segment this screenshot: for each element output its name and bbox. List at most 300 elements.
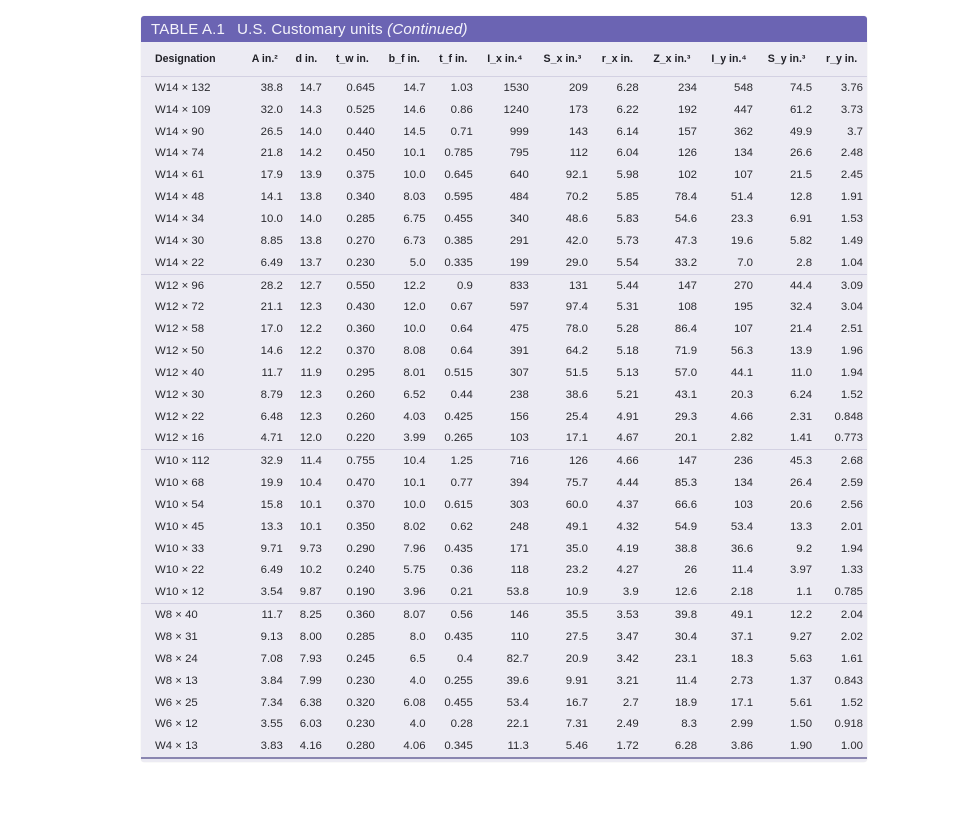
value-cell: 12.3 — [299, 301, 322, 314]
value-cell: 49.9 — [789, 125, 813, 138]
table-row — [141, 494, 867, 516]
table-row — [141, 208, 867, 230]
value-cell: 86.4 — [674, 323, 698, 336]
column-header: b_f in. — [379, 42, 430, 77]
value-cell: 21.8 — [260, 147, 283, 160]
value-cell: 13.9 — [789, 345, 813, 358]
table-row — [141, 77, 867, 99]
table-row — [141, 428, 867, 450]
value-cell: 0.350 — [346, 520, 375, 533]
value-cell: 112 — [569, 147, 588, 160]
designation-cell: W14 × 22 — [141, 252, 243, 274]
value-cell: 1.53 — [840, 212, 863, 225]
value-cell: 1.37 — [789, 674, 813, 687]
value-cell: 7.99 — [299, 674, 322, 687]
value-cell: 10.1 — [299, 498, 322, 511]
value-cell: 0.340 — [346, 191, 375, 204]
value-cell: 107 — [734, 169, 754, 182]
column-header: Z_x in.³ — [643, 42, 701, 77]
value-cell: 4.37 — [616, 498, 639, 511]
value-cell: 9.2 — [796, 542, 813, 555]
value-cell: 6.22 — [616, 103, 639, 116]
value-cell: 11.9 — [300, 366, 322, 379]
value-cell: 3.83 — [243, 735, 287, 758]
value-cell: 0.220 — [326, 428, 379, 450]
designation-cell: W10 × 22 — [155, 564, 205, 577]
value-cell: 53.4 — [506, 696, 529, 709]
value-cell: 0.455 — [444, 212, 473, 225]
value-cell: 362 — [734, 125, 754, 138]
value-cell: 1.52 — [840, 388, 863, 401]
value-cell: 12.7 — [299, 279, 322, 292]
value-cell: 0.785 — [816, 581, 867, 603]
value-cell: 29.0 — [533, 252, 592, 274]
value-cell: 391 — [509, 345, 529, 358]
column-header: Designation — [141, 42, 243, 77]
value-cell: 14.6 — [260, 345, 283, 358]
value-cell: 0.455 — [444, 696, 473, 709]
value-cell: 11.7 — [261, 609, 283, 622]
value-cell: 3.47 — [616, 631, 639, 644]
table-row — [141, 318, 867, 340]
value-cell: 156 — [509, 410, 529, 423]
value-cell: 49.1 — [565, 520, 588, 533]
table-row — [141, 560, 867, 582]
designation-cell: W10 × 33 — [155, 542, 205, 555]
value-cell: 3.86 — [701, 735, 757, 758]
table-row — [141, 121, 867, 143]
value-cell: 1.41 — [757, 428, 816, 450]
value-cell: 340 — [509, 212, 529, 225]
value-cell: 3.9 — [592, 581, 643, 603]
value-cell: 78.0 — [565, 323, 588, 336]
value-cell: 307 — [509, 366, 529, 379]
value-cell: 0.645 — [444, 169, 473, 182]
value-cell: 0.425 — [444, 410, 473, 423]
value-cell: 32.4 — [789, 301, 813, 314]
value-cell: 0.430 — [346, 301, 375, 314]
value-cell: 236 — [734, 455, 754, 468]
value-cell: 19.6 — [730, 234, 754, 247]
table-row — [141, 713, 867, 735]
value-cell: 39.6 — [506, 674, 529, 687]
value-cell: 1.52 — [840, 696, 863, 709]
designation-cell: W10 × 112 — [155, 455, 210, 468]
header-row — [141, 42, 867, 77]
value-cell: 716 — [509, 455, 529, 468]
value-cell: 4.67 — [592, 428, 643, 450]
value-cell: 6.5 — [409, 652, 426, 665]
value-cell: 0.290 — [346, 542, 375, 555]
value-cell: 5.85 — [616, 191, 639, 204]
designation-cell: W8 × 13 — [155, 674, 198, 687]
designation-cell: W14 × 34 — [155, 212, 205, 225]
table-title-text: U.S. Customary units — [237, 20, 383, 38]
value-cell: 21.4 — [789, 323, 813, 336]
value-cell: 14.0 — [299, 125, 322, 138]
value-cell: 11.4 — [731, 564, 754, 577]
value-cell: 1530 — [503, 81, 529, 94]
value-cell: 0.190 — [326, 581, 379, 603]
value-cell: 5.61 — [789, 696, 813, 709]
value-cell: 6.73 — [403, 234, 426, 247]
value-cell: 4.27 — [616, 564, 639, 577]
value-cell: 0.285 — [346, 212, 375, 225]
value-cell: 26.4 — [789, 477, 813, 490]
value-cell: 36.6 — [730, 542, 754, 555]
column-header: t_w in. — [326, 42, 379, 77]
table-row — [141, 538, 867, 560]
value-cell: 248 — [509, 520, 529, 533]
table-row — [141, 384, 867, 406]
value-cell: 5.63 — [789, 652, 813, 665]
value-cell: 51.4 — [730, 191, 754, 204]
value-cell: 10.4 — [299, 477, 322, 490]
value-cell: 8.85 — [260, 234, 283, 247]
value-cell: 12.2 — [299, 345, 322, 358]
value-cell: 4.0 — [409, 674, 426, 687]
value-cell: 30.4 — [674, 631, 698, 644]
value-cell: 0.848 — [834, 410, 863, 423]
value-cell: 8.08 — [403, 345, 426, 358]
designation-cell: W10 × 54 — [155, 498, 205, 511]
value-cell: 0.240 — [346, 564, 375, 577]
value-cell: 13.8 — [299, 234, 322, 247]
table-row — [141, 296, 867, 318]
value-cell: 75.7 — [565, 477, 588, 490]
value-cell: 2.59 — [840, 477, 863, 490]
designation-cell: W12 × 72 — [155, 301, 205, 314]
value-cell: 4.19 — [616, 542, 639, 555]
value-cell: 8.3 — [681, 718, 698, 731]
value-cell: 25.4 — [565, 410, 588, 423]
value-cell: 12.3 — [299, 410, 322, 423]
value-cell: 51.5 — [565, 366, 588, 379]
value-cell: 2.48 — [840, 147, 863, 160]
value-cell: 92.1 — [565, 169, 588, 182]
value-cell: 199 — [477, 252, 533, 274]
value-cell: 3.09 — [840, 279, 863, 292]
value-cell: 74.5 — [789, 81, 813, 94]
value-cell: 0.285 — [346, 631, 375, 644]
value-cell: 23.2 — [565, 564, 588, 577]
value-cell: 0.230 — [346, 674, 375, 687]
value-cell: 13.7 — [287, 252, 326, 274]
value-cell: 53.4 — [730, 520, 754, 533]
value-cell: 8.00 — [299, 631, 322, 644]
value-cell: 8.02 — [403, 520, 426, 533]
column-header: A in.² — [243, 42, 287, 77]
value-cell: 303 — [509, 498, 529, 511]
value-cell: 3.96 — [379, 581, 430, 603]
value-cell: 0.450 — [346, 147, 375, 160]
value-cell: 6.91 — [789, 212, 813, 225]
value-cell: 18.9 — [674, 696, 698, 709]
value-cell: 21.1 — [260, 301, 283, 314]
value-cell: 234 — [678, 81, 698, 94]
value-cell: 60.0 — [565, 498, 588, 511]
value-cell: 195 — [734, 301, 754, 314]
value-cell: 35.5 — [565, 609, 588, 622]
value-cell: 14.2 — [299, 147, 322, 160]
value-cell: 0.360 — [346, 609, 375, 622]
value-cell: 19.9 — [260, 477, 283, 490]
value-cell: 85.3 — [674, 477, 698, 490]
value-cell: 3.97 — [789, 564, 813, 577]
value-cell: 0.370 — [346, 345, 375, 358]
value-cell: 13.3 — [789, 520, 813, 533]
value-cell: 35.0 — [565, 542, 588, 555]
value-cell: 0.9 — [457, 279, 473, 292]
table-body — [141, 77, 867, 759]
value-cell: 0.260 — [346, 388, 375, 401]
value-cell: 44.4 — [789, 279, 813, 292]
table-card — [141, 16, 867, 762]
value-cell: 21.5 — [789, 169, 813, 182]
value-cell: 3.7 — [847, 125, 863, 138]
value-cell: 0.36 — [450, 564, 473, 577]
value-cell: 0.56 — [450, 609, 473, 622]
value-cell: 3.04 — [840, 301, 863, 314]
value-cell: 12.2 — [403, 279, 426, 292]
table-row — [141, 692, 867, 714]
value-cell: 32.9 — [260, 455, 283, 468]
value-cell: 17.1 — [533, 428, 592, 450]
value-cell: 4.06 — [379, 735, 430, 758]
value-cell: 4.44 — [616, 477, 639, 490]
value-cell: 14.7 — [299, 81, 322, 94]
value-cell: 8.0 — [409, 631, 426, 644]
value-cell: 0.785 — [444, 147, 473, 160]
value-cell: 0.360 — [346, 323, 375, 336]
value-cell: 475 — [509, 323, 529, 336]
designation-cell: W12 × 22 — [155, 410, 205, 423]
value-cell: 47.3 — [674, 234, 698, 247]
table-row — [141, 186, 867, 208]
value-cell: 5.31 — [616, 301, 639, 314]
value-cell: 33.2 — [643, 252, 701, 274]
value-cell: 12.8 — [789, 191, 813, 204]
table-row — [141, 406, 867, 428]
column-header: S_y in.³ — [757, 42, 816, 77]
value-cell: 0.230 — [326, 252, 379, 274]
value-cell: 2.7 — [622, 696, 639, 709]
value-cell: 0.44 — [450, 388, 473, 401]
designation-cell: W10 × 45 — [155, 520, 205, 533]
value-cell: 103 — [734, 498, 754, 511]
designation-cell: W10 × 68 — [155, 477, 205, 490]
table-row — [141, 450, 867, 472]
value-cell: 26 — [684, 564, 698, 577]
value-cell: 66.6 — [674, 498, 698, 511]
value-cell: 11.4 — [300, 455, 322, 468]
value-cell: 134 — [734, 477, 754, 490]
value-cell: 12.0 — [287, 428, 326, 450]
value-cell: 1.96 — [840, 345, 863, 358]
column-header: I_x in.⁴ — [477, 42, 533, 77]
designation-cell: W12 × 16 — [141, 428, 243, 450]
value-cell: 0.62 — [450, 520, 473, 533]
value-cell: 2.31 — [789, 410, 813, 423]
value-cell: 2.49 — [616, 718, 639, 731]
value-cell: 12.6 — [643, 581, 701, 603]
value-cell: 6.48 — [260, 410, 283, 423]
column-header: r_y in. — [816, 42, 867, 77]
value-cell: 3.76 — [840, 81, 863, 94]
value-cell: 5.28 — [616, 323, 639, 336]
value-cell: 11.4 — [675, 674, 698, 687]
table-caption — [141, 16, 867, 42]
designation-cell: W14 × 132 — [155, 81, 211, 94]
value-cell: 2.02 — [840, 631, 863, 644]
value-cell: 1.61 — [840, 652, 863, 665]
column-header: S_x in.³ — [533, 42, 592, 77]
value-cell: 10.1 — [299, 520, 322, 533]
properties-table — [141, 42, 867, 759]
value-cell: 270 — [734, 279, 754, 292]
value-cell: 4.66 — [616, 455, 639, 468]
value-cell: 29.3 — [674, 410, 698, 423]
value-cell: 9.13 — [260, 631, 283, 644]
value-cell: 14.5 — [403, 125, 426, 138]
value-cell: 10.0 — [403, 169, 426, 182]
value-cell: 5.82 — [789, 234, 813, 247]
value-cell: 12.2 — [299, 323, 322, 336]
value-cell: 1.1 — [757, 581, 816, 603]
designation-cell: W4 × 13 — [141, 735, 243, 758]
value-cell: 238 — [509, 388, 529, 401]
value-cell: 1240 — [503, 103, 529, 116]
value-cell: 0.230 — [346, 718, 375, 731]
value-cell: 9.87 — [287, 581, 326, 603]
value-cell: 15.8 — [260, 498, 283, 511]
table-number: TABLE A.1 — [151, 20, 226, 38]
value-cell: 0.370 — [346, 498, 375, 511]
designation-cell: W6 × 25 — [155, 696, 198, 709]
value-cell: 0.265 — [430, 428, 477, 450]
value-cell: 9.91 — [565, 674, 588, 687]
value-cell: 2.56 — [840, 498, 863, 511]
table-row — [141, 648, 867, 670]
value-cell: 38.8 — [260, 81, 283, 94]
value-cell: 43.1 — [674, 388, 698, 401]
table-row — [141, 143, 867, 165]
value-cell: 64.2 — [565, 345, 588, 358]
value-cell: 2.01 — [840, 520, 863, 533]
value-cell: 6.28 — [616, 81, 639, 94]
value-cell: 171 — [509, 542, 529, 555]
value-cell: 118 — [510, 564, 529, 577]
designation-cell: W12 × 58 — [155, 323, 205, 336]
value-cell: 6.14 — [616, 125, 639, 138]
value-cell: 102 — [678, 169, 698, 182]
value-cell: 5.44 — [616, 279, 639, 292]
value-cell: 0.64 — [450, 345, 473, 358]
value-cell: 0.470 — [346, 477, 375, 490]
value-cell: 108 — [678, 301, 698, 314]
value-cell: 0.515 — [444, 366, 473, 379]
value-cell: 0.525 — [346, 103, 375, 116]
designation-cell: W14 × 61 — [155, 169, 205, 182]
value-cell: 0.255 — [444, 674, 473, 687]
value-cell: 1.94 — [840, 366, 863, 379]
value-cell: 0.260 — [346, 410, 375, 423]
value-cell: 0.21 — [430, 581, 477, 603]
value-cell: 23.1 — [674, 652, 698, 665]
value-cell: 6.28 — [643, 735, 701, 758]
value-cell: 20.1 — [643, 428, 701, 450]
value-cell: 0.615 — [444, 498, 473, 511]
value-cell: 5.46 — [533, 735, 592, 758]
table-row — [141, 230, 867, 252]
value-cell: 3.84 — [260, 674, 283, 687]
value-cell: 0.4 — [457, 652, 473, 665]
value-cell: 8.03 — [403, 191, 426, 204]
value-cell: 14.6 — [403, 103, 426, 116]
value-cell: 134 — [734, 147, 754, 160]
value-cell: 49.1 — [730, 609, 754, 622]
value-cell: 44.1 — [730, 366, 754, 379]
value-cell: 26.5 — [260, 125, 283, 138]
value-cell: 22.1 — [506, 718, 529, 731]
designation-cell: W12 × 30 — [155, 388, 205, 401]
value-cell: 38.6 — [565, 388, 588, 401]
value-cell: 1.33 — [840, 564, 863, 577]
value-cell: 795 — [509, 147, 529, 160]
designation-cell: W14 × 109 — [155, 103, 211, 116]
value-cell: 3.54 — [243, 581, 287, 603]
table-title — [237, 21, 468, 38]
value-cell: 53.8 — [477, 581, 533, 603]
value-cell: 26.6 — [789, 147, 813, 160]
column-header: d in. — [287, 42, 326, 77]
value-cell: 3.99 — [379, 428, 430, 450]
value-cell: 7.93 — [299, 652, 322, 665]
value-cell: 0.71 — [450, 125, 473, 138]
value-cell: 103 — [477, 428, 533, 450]
value-cell: 143 — [568, 125, 588, 138]
value-cell: 3.73 — [840, 103, 863, 116]
value-cell: 9.27 — [789, 631, 813, 644]
designation-cell: W8 × 40 — [155, 609, 198, 622]
value-cell: 32.0 — [260, 103, 283, 116]
table-row — [141, 340, 867, 362]
value-cell: 7.34 — [260, 696, 283, 709]
value-cell: 0.320 — [346, 696, 375, 709]
value-cell: 5.98 — [616, 169, 639, 182]
designation-cell: W12 × 40 — [155, 366, 205, 379]
value-cell: 597 — [509, 301, 529, 314]
value-cell: 42.0 — [565, 234, 588, 247]
value-cell: 12.0 — [403, 301, 426, 314]
value-cell: 17.0 — [260, 323, 283, 336]
value-cell: 0.28 — [450, 718, 473, 731]
value-cell: 20.9 — [565, 652, 588, 665]
value-cell: 38.8 — [674, 542, 698, 555]
designation-cell: W12 × 50 — [155, 345, 205, 358]
value-cell: 20.6 — [789, 498, 813, 511]
table-row — [141, 99, 867, 121]
value-cell: 18.3 — [730, 652, 754, 665]
value-cell: 0.595 — [444, 191, 473, 204]
value-cell: 291 — [509, 234, 529, 247]
value-cell: 13.9 — [299, 169, 322, 182]
value-cell: 6.52 — [403, 388, 426, 401]
value-cell: 39.8 — [674, 609, 698, 622]
table-row — [141, 516, 867, 538]
value-cell: 48.6 — [565, 212, 588, 225]
designation-cell: W6 × 12 — [155, 718, 198, 731]
